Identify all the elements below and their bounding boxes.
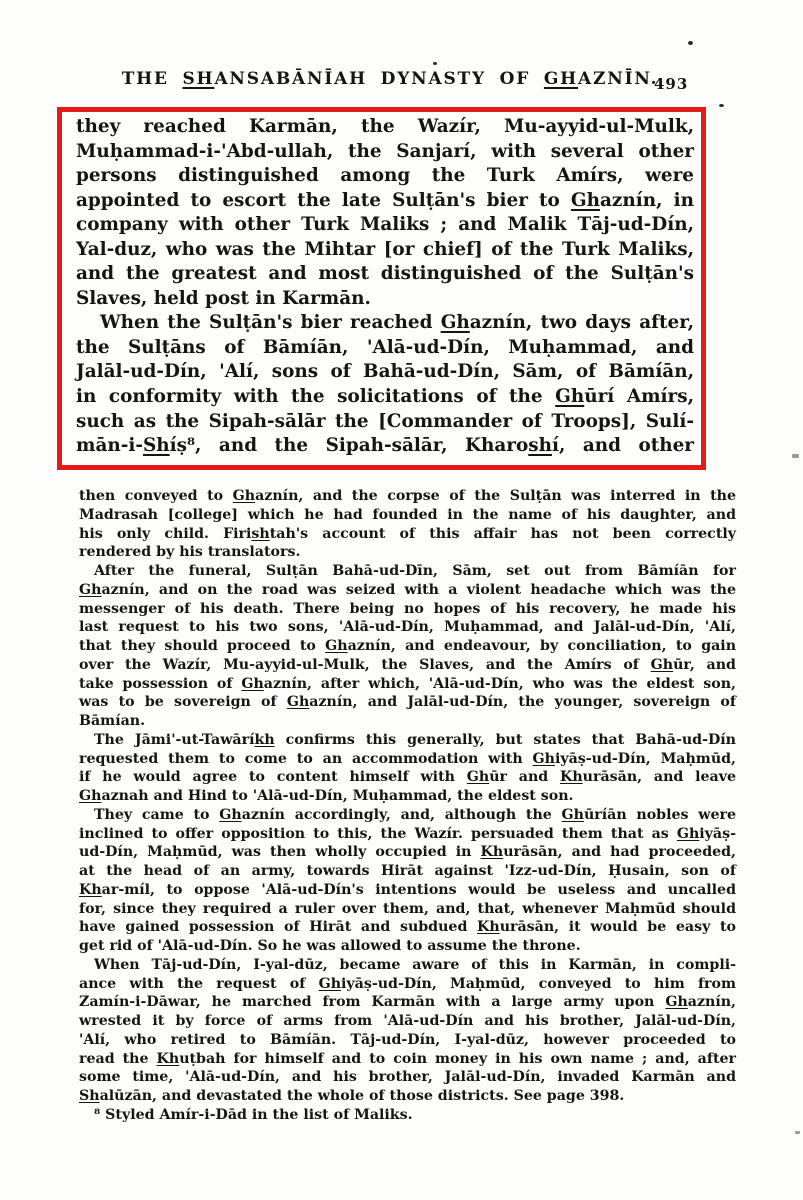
text-run: Madrasah [college] which he had founded in the name of his daughter, and — [79, 506, 736, 523]
text-run: mān-i- — [76, 435, 143, 457]
ink-speck — [688, 41, 693, 45]
text-run: inclined to offer opposition to this, the Wazír. persuaded them that as — [79, 825, 677, 842]
text-run: confirms this generally, but states that Bahā-ud-Dín — [274, 731, 736, 748]
paragraph — [79, 956, 736, 1106]
text-run: some time, 'Alā-ud-Dín, and his brother, Jalāl-ud-Dín, invaded Karmān and — [79, 1069, 736, 1086]
underlined-digraph: Gh — [241, 675, 264, 692]
text-run: ANSABĀNĪAH DYNASTY OF — [214, 69, 544, 89]
text-run: í, and other — [551, 435, 694, 457]
underlined-digraph: Gh — [532, 750, 555, 767]
text-run: iyāṣ-ud-Dín, Maḥmūd, conveyed to him from — [341, 975, 737, 992]
text-line — [79, 731, 736, 750]
underlined-digraph: Kh — [477, 919, 500, 936]
text-run: aznín, and endeavour, by conciliation, to gain — [347, 638, 737, 654]
text-run: aznah and Hind to 'Alā-ud-Dín, Muḥammad, the eldest son. — [101, 788, 574, 804]
text-run: ance with the request of — [79, 975, 319, 992]
text-run: for, since they required a ruler over them, and, that, whenever Maḥmūd should — [79, 900, 736, 917]
text-line — [79, 543, 736, 562]
text-line — [79, 1012, 736, 1031]
underlined-digraph: Gh — [665, 994, 688, 1011]
text-run: aznín, and Jalāl-ud-Dín, the younger, sovereign of — [309, 694, 736, 711]
text-run: the Sulṭāns of Bāmíān, 'Alā-ud-Dín, Muḥammad, and — [76, 336, 694, 358]
text-run: urāsān, and leave — [582, 769, 736, 786]
text-run: iyāṣ-ud-Dín, Maḥmūd, — [554, 750, 736, 767]
underlined-digraph: Kh — [480, 844, 504, 861]
text-run: rendered by his translators. — [79, 544, 301, 561]
underlined-digraph: Gh — [555, 386, 585, 408]
underlined-digraph: Gh — [570, 189, 600, 211]
text-run: such as the Sipah-sālār the [Commander of Troops], Sulí- — [76, 410, 694, 432]
underlined-digraph: Gh — [676, 825, 700, 842]
paragraph — [79, 731, 736, 806]
text-run: íṣ⁸, and the Sipah-sālār, Kharo — [169, 435, 529, 457]
text-run: aznín, in — [600, 189, 694, 211]
text-line — [79, 693, 736, 712]
text-line — [79, 900, 736, 919]
text-run: and the greatest and most distinguished of the Sulṭān's — [76, 263, 694, 285]
underlined-digraph: Gh — [232, 488, 256, 504]
underlined-digraph: SH — [182, 69, 215, 89]
text-run: urāsān, it would be easy to — [499, 919, 737, 936]
text-line — [79, 656, 736, 675]
scan-mark — [792, 454, 799, 458]
text-run: wrested it by force of arms from 'Alā-ud-Dín and his brother, Jalāl-ud-Dín, — [79, 1013, 736, 1029]
text-run: 'Alí, who retired to Bāmíān. Tāj-ud-Dín, I-yal-dūz, however proceeded to — [79, 1031, 736, 1048]
text-line — [79, 750, 736, 769]
text-run: Slaves, held post in Karmān. — [76, 287, 371, 309]
underlined-digraph: Kh — [560, 769, 583, 786]
text-run: aznín, and on the road was seized with a violent headache which was the — [101, 581, 736, 598]
text-run: take possession of — [79, 675, 242, 692]
text-run: When the Sulṭān's bier reached — [100, 312, 441, 334]
underlined-digraph: Gh — [79, 788, 102, 804]
underlined-digraph: sh — [528, 435, 552, 457]
text-run: ⁸ Styled Amír-i-Dād in the list of Maliks. — [94, 1106, 413, 1123]
underlined-digraph: Gh — [325, 638, 348, 654]
text-run: aznín, and the corpse of the Sulṭān was interred in the — [255, 488, 736, 504]
text-run: Zamín-i-Dāwar, he marched from Karmān with a large army upon — [79, 994, 666, 1011]
underlined-digraph: Gh — [79, 581, 102, 598]
text-run: ūr and — [489, 769, 561, 786]
text-line — [79, 712, 736, 731]
text-run: Yal-duz, who was the Mihtar [or chief] of the Turk Maliks, — [76, 238, 694, 260]
text-run: read the — [79, 1050, 157, 1067]
text-line — [79, 843, 736, 862]
underlined-digraph: Gh — [318, 975, 342, 992]
text-run: The Jāmi'-ut-Tawārí — [94, 731, 255, 748]
text-line — [79, 937, 736, 956]
text-run: aznín, after which, 'Alā-ud-Dín, who was the eldest son, — [263, 675, 736, 692]
text-run: appointed to escort the late Sulṭān's bier to — [76, 189, 571, 211]
text-run: if he would agree to content himself with — [79, 769, 467, 786]
text-run: Bāmían. — [79, 713, 146, 729]
underlined-digraph: Gh — [466, 769, 490, 786]
text-run: After the funeral, Sulṭān Bahā-ud-Dīn, Sām, set out from Bāmíān for — [94, 563, 736, 579]
text-run: then conveyed to — [79, 488, 233, 504]
text-line — [79, 993, 736, 1012]
ink-speck — [433, 62, 437, 65]
paragraph — [79, 1106, 736, 1125]
text-run: persons distinguished among the Turk Amírs, were — [76, 165, 694, 187]
text-line — [79, 956, 736, 975]
text-run: aznín, — [687, 994, 736, 1011]
text-line — [79, 881, 736, 900]
text-line — [79, 825, 736, 844]
text-line — [79, 581, 736, 600]
text-run: ud-Dín, Maḥmūd, was then wholly occupied in — [79, 844, 481, 861]
text-line — [79, 768, 736, 787]
text-line — [79, 787, 736, 806]
text-run: get rid of 'Alā-ud-Dín. So he was allowed to assume the throne. — [79, 938, 581, 954]
underlined-digraph: Kh — [156, 1050, 180, 1067]
paragraph — [79, 487, 736, 562]
underlined-digraph: Gh — [650, 656, 674, 673]
underlined-digraph: Kh — [79, 881, 102, 898]
text-line — [79, 1087, 736, 1106]
text-line — [79, 862, 736, 881]
text-run: was to be sovereign of — [79, 694, 287, 711]
ink-speck — [719, 104, 724, 107]
text-run: last request to his two sons, 'Alā-ud-Dín, Muḥammad, and Jalāl-ud-Dín, 'Alí, — [79, 619, 736, 636]
text-run: iyāṣ- — [699, 825, 736, 842]
underlined-digraph: GH — [543, 69, 579, 89]
text-line — [79, 637, 736, 656]
text-line — [79, 918, 736, 937]
text-run: requested them to come to an accommodation with — [79, 750, 533, 767]
text-line — [79, 1068, 736, 1087]
text-run: When Tāj-ud-Dín, I-yal-dūz, became aware of this in Karmān, in compli- — [94, 956, 736, 973]
text-run: in conformity with the solicitations of the — [76, 386, 556, 408]
underlined-digraph: Sh — [79, 1088, 100, 1104]
text-run: THE — [121, 69, 183, 89]
text-run: AZNĪN. — [578, 69, 659, 89]
text-run: have gained possession of Hirāt and subdued — [79, 919, 478, 936]
underlined-digraph: Gh — [286, 694, 310, 711]
running-header-title — [30, 69, 750, 89]
text-line — [79, 600, 736, 619]
text-run: over the Wazír, Mu-ayyid-ul-Mulk, the Slaves, and the Amírs of — [79, 656, 651, 673]
underlined-digraph: sh — [251, 525, 270, 542]
underlined-digraph: Gh — [561, 806, 584, 823]
footnote-block — [79, 487, 736, 1125]
text-line — [79, 975, 736, 994]
text-line — [79, 525, 736, 544]
text-run: Jalāl-ud-Dín, 'Alí, sons of Bahā-ud-Dín, Sām, of Bāmíān, — [76, 361, 694, 383]
text-run: uṭbah for himself and to coin money in his own name ; and, after — [179, 1050, 736, 1067]
text-run: ūr, and — [673, 656, 736, 673]
paragraph — [79, 562, 736, 731]
text-line — [79, 506, 736, 525]
underlined-digraph: Gh — [219, 806, 242, 823]
text-run: messenger of his death. There being no hopes of his recovery, he made his — [79, 600, 736, 617]
text-run: ar-míl, to oppose 'Alā-ud-Dín's intentions would be useless and uncalled — [101, 881, 736, 898]
text-run: alūzān, and devastated the whole of those districts. See page 398. — [99, 1088, 625, 1104]
text-line — [79, 562, 736, 581]
text-run: They came to — [94, 806, 220, 823]
text-run: Muḥammad-i-'Abd-ullah, the Sanjarí, with several other — [76, 140, 694, 162]
text-run: his only child. Firi — [79, 525, 252, 542]
underlined-digraph: Sh — [143, 435, 170, 457]
text-run: they reached Karmān, the Wazír, Mu-ayyid-ul-Mulk, — [76, 116, 694, 137]
text-run: at the head of an army, towards Hirāt against 'Izz-ud-Dín, Ḥusain, son of — [79, 863, 736, 879]
text-line — [79, 487, 736, 506]
text-run: ūrí Amírs, — [584, 386, 694, 408]
text-line — [79, 1050, 736, 1069]
text-run: ūríān nobles were — [583, 806, 736, 823]
text-run: aznín, two days after, — [469, 312, 695, 334]
underlined-digraph: Gh — [440, 312, 470, 334]
text-run: urāsān, and had proceeded, — [503, 844, 736, 861]
text-run: company with other Turk Maliks ; and Malik Tāj-ud-Dín, — [76, 214, 694, 236]
text-run: aznín accordingly, and, although the — [241, 806, 562, 823]
underlined-digraph: kh — [254, 731, 275, 748]
text-run: tah's account of this affair has not been correctly — [269, 525, 737, 542]
scan-mark — [795, 1131, 800, 1134]
text-line — [79, 1106, 736, 1125]
paragraph — [79, 806, 736, 956]
red-annotation-box — [57, 107, 706, 470]
text-line — [79, 806, 736, 825]
text-run: that they should proceed to — [79, 638, 326, 654]
text-line — [79, 1031, 736, 1050]
page-number: 493 — [654, 75, 689, 93]
text-line — [79, 618, 736, 637]
text-line — [79, 675, 736, 694]
